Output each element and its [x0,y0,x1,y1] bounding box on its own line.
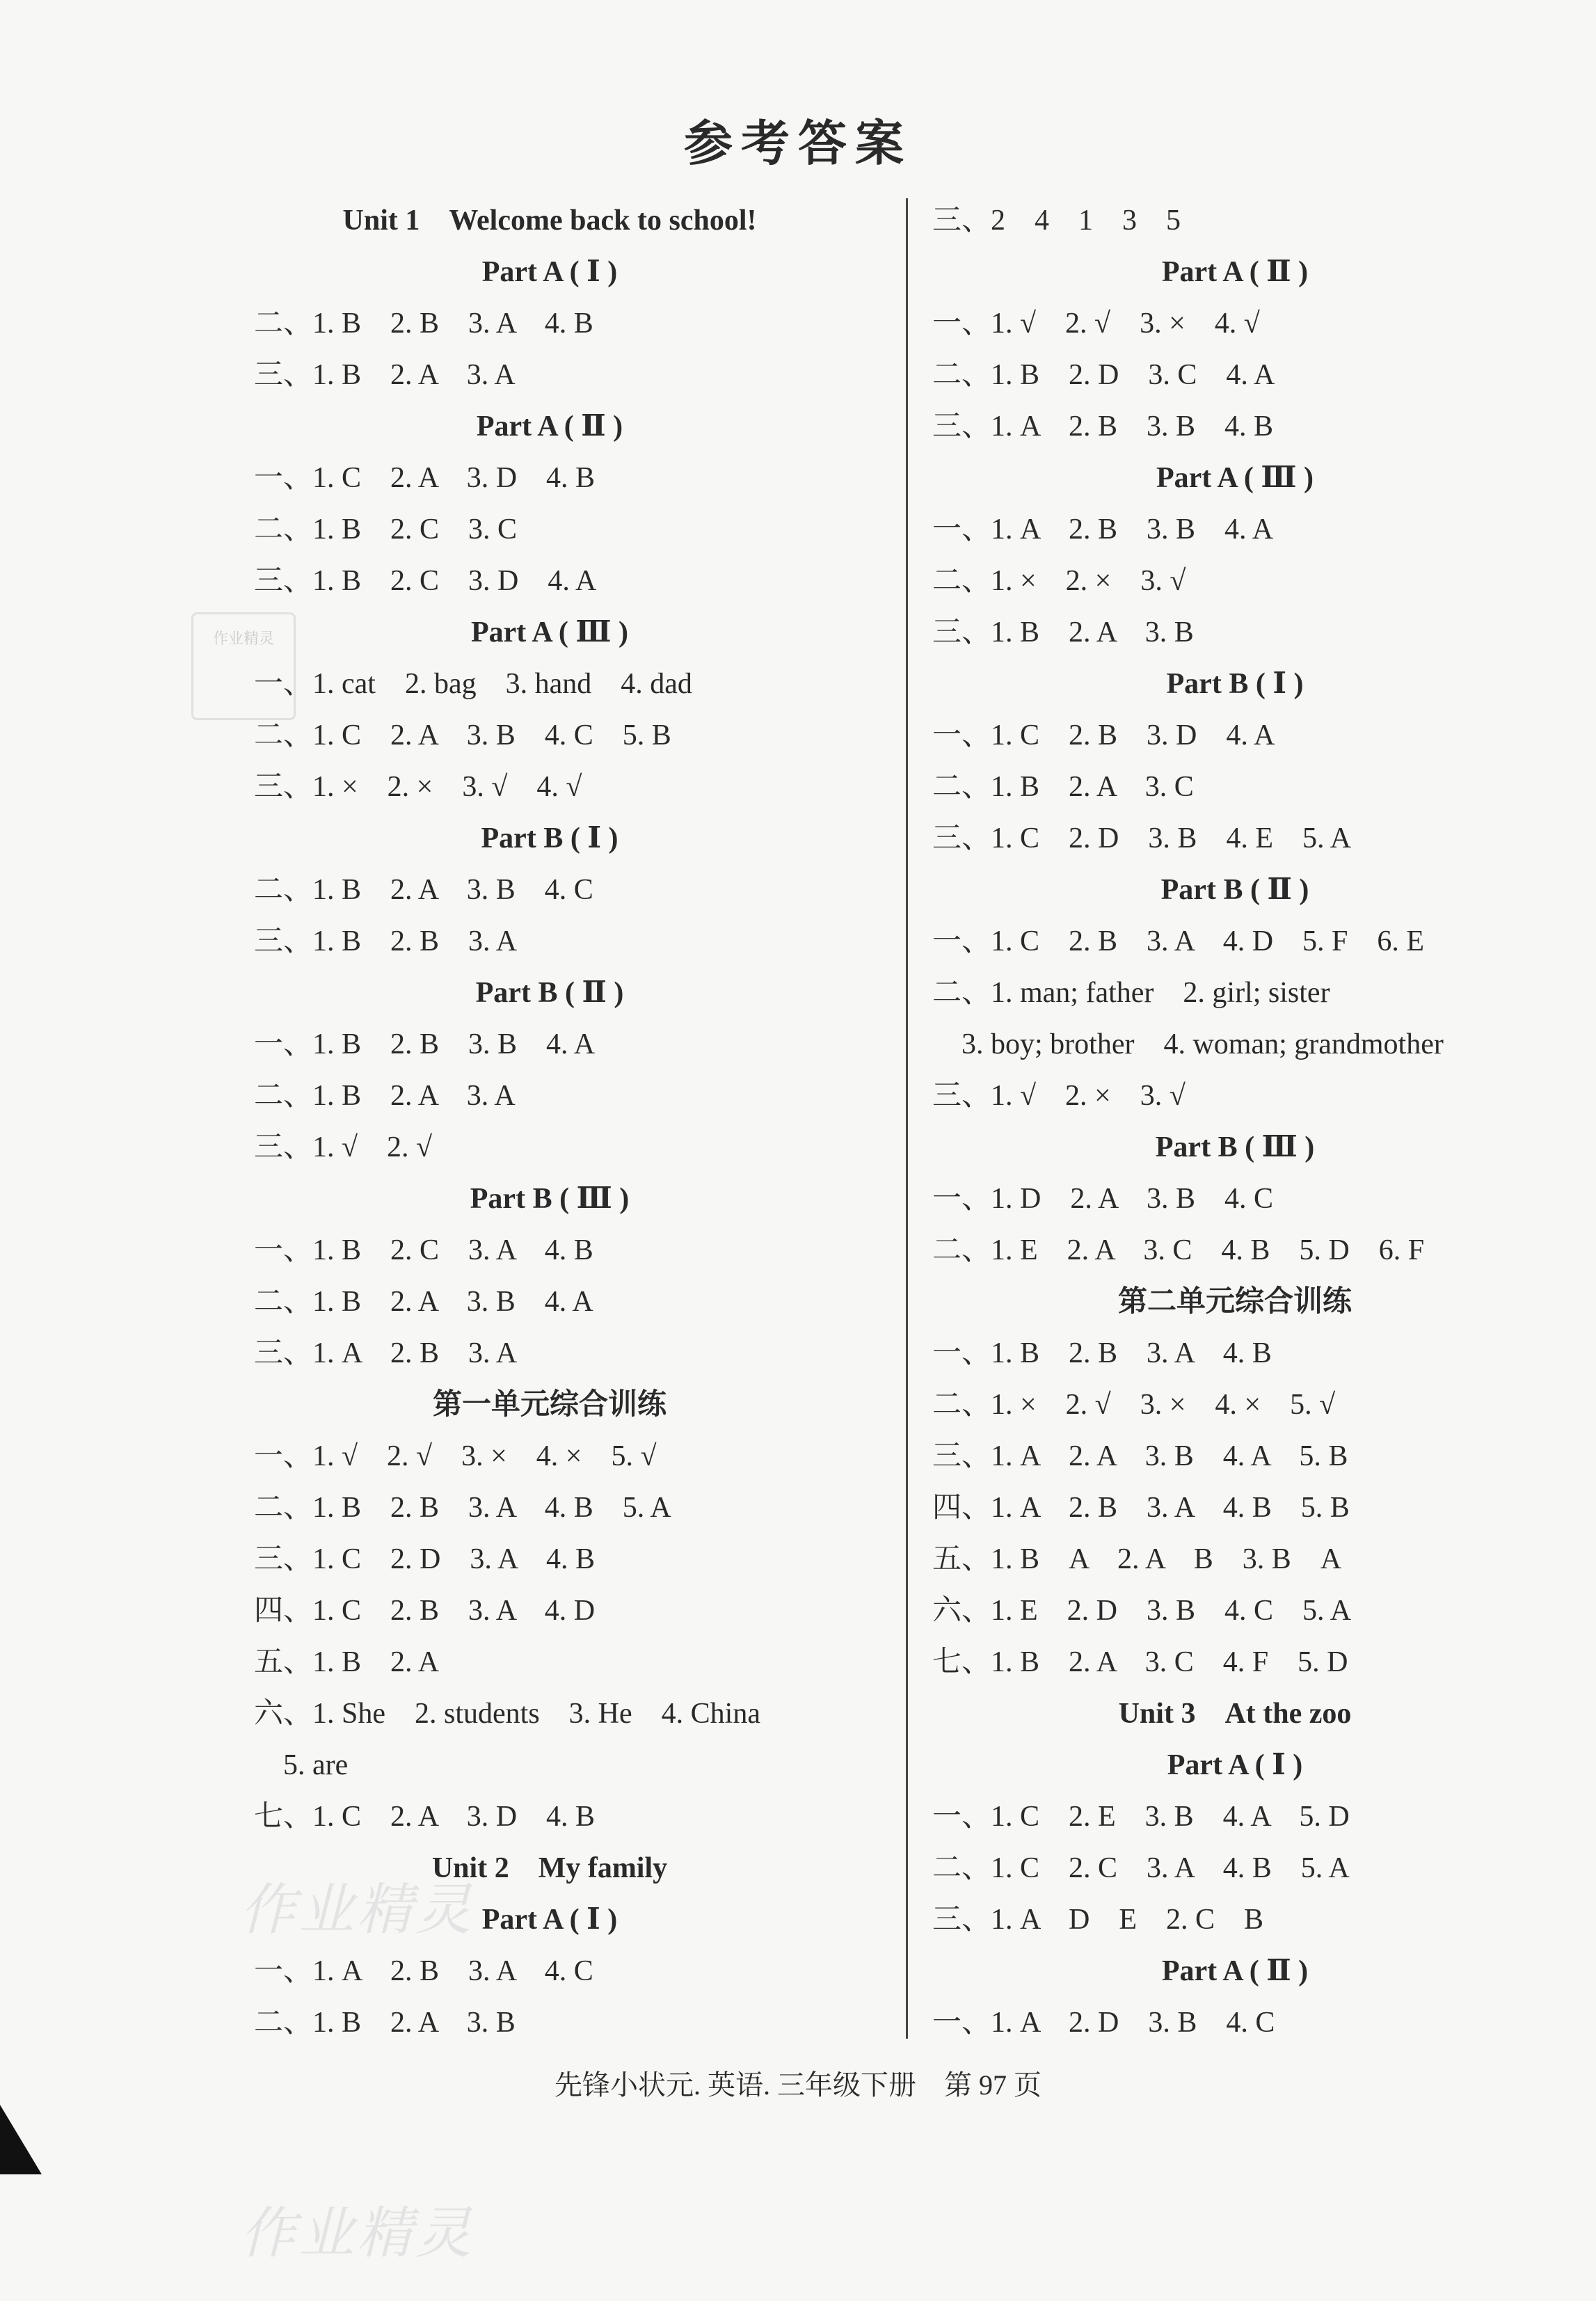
answer-line: 二、1. B 2. C 3. C [254,513,518,546]
answer-line: 二、1. B 2. D 3. C 4. A [932,359,1275,391]
answer-line: 七、1. C 2. A 3. D 4. B [254,1801,596,1833]
answer-line: 一、1. C 2. A 3. D 4. B [254,462,596,494]
answer-line: 一、1. A 2. B 3. B 4. A [932,513,1274,546]
answer-line: 一、1. cat 2. bag 3. hand 4. dad [254,668,692,700]
section-heading: Unit 1 Welcome back to school! [342,205,757,237]
section-heading: Part A ( Ⅲ ) [1156,462,1314,494]
section-heading: Part A ( Ⅱ ) [1161,256,1309,288]
answer-line: 一、1. A 2. D 3. B 4. C [932,2007,1275,2039]
answer-line: 三、1. √ 2. √ [254,1131,433,1163]
section-heading: Part A ( Ⅱ ) [1161,1955,1309,1987]
answer-line: 三、1. × 2. × 3. √ 4. √ [254,771,582,803]
answer-line: 二、1. B 2. A 3. B [254,2007,516,2039]
answer-line: 一、1. √ 2. √ 3. × 4. × 5. √ [254,1440,657,1472]
answer-line: 二、1. B 2. A 3. B 4. C [254,874,593,906]
section-heading: Part A ( Ⅰ ) [481,256,618,288]
answer-line: 一、1. √ 2. √ 3. × 4. √ [932,308,1260,340]
answer-line: 5. are [254,1749,349,1781]
watermark-stamp-logo: 作业精灵 [191,612,296,720]
answer-line: 二、1. B 2. B 3. A 4. B [254,308,593,340]
answer-line: 五、1. B 2. A [254,1646,440,1678]
answer-line: 二、1. E 2. A 3. C 4. B 5. D 6. F [932,1234,1425,1266]
answer-line: 二、1. C 2. A 3. B 4. C 5. B [254,719,671,751]
corner-mark [0,2105,42,2174]
section-heading: 第一单元综合训练 [432,1389,667,1421]
answer-line: 三、1. B 2. A 3. A [254,359,516,391]
answer-line: 三、1. B 2. B 3. A [254,925,518,957]
answer-line: 二、1. B 2. A 3. A [254,1080,516,1112]
section-heading: Part B ( Ⅱ ) [475,977,624,1009]
section-heading: Part B ( Ⅲ ) [1155,1131,1315,1163]
answer-line: 三、2 4 1 3 5 [932,205,1181,237]
answer-line: 一、1. B 2. B 3. B 4. A [254,1028,596,1060]
answer-line: 3. boy; brother 4. woman; grandmother [932,1028,1444,1060]
watermark-logo: 作业精灵 [240,2201,474,2266]
section-heading: Part B ( Ⅲ ) [470,1183,630,1215]
answer-line: 一、1. B 2. B 3. A 4. B [932,1337,1272,1369]
answer-line: 三、1. B 2. C 3. D 4. A [254,565,597,597]
answer-line: 一、1. C 2. E 3. B 4. A 5. D [932,1801,1350,1833]
answer-line: 三、1. A 2. A 3. B 4. A 5. B [932,1440,1348,1472]
answer-line: 三、1. A D E 2. C B [932,1904,1264,1936]
answer-line: 五、1. B A 2. A B 3. B A [932,1543,1342,1575]
answer-line: 三、1. A 2. B 3. A [254,1337,518,1369]
answer-line: 三、1. B 2. A 3. B [932,616,1194,648]
section-heading: Unit 2 My family [431,1852,668,1884]
watermark-logo: 作业精灵 [240,1877,474,1942]
section-heading: Unit 3 At the zoo [1118,1698,1352,1730]
answer-line: 一、1. D 2. A 3. B 4. C [932,1183,1274,1215]
answer-line: 二、1. × 2. √ 3. × 4. × 5. √ [932,1389,1336,1421]
section-heading: 第二单元综合训练 [1117,1286,1352,1318]
section-heading: Part B ( Ⅱ ) [1160,874,1309,906]
column-divider [906,198,908,2039]
answer-line: 二、1. B 2. B 3. A 4. B 5. A [254,1492,671,1524]
answer-line: 四、1. C 2. B 3. A 4. D [254,1595,596,1627]
answer-line: 六、1. E 2. D 3. B 4. C 5. A [932,1595,1352,1627]
section-heading: Part A ( Ⅰ ) [1167,1749,1303,1781]
answer-line: 二、1. B 2. A 3. C [932,771,1194,803]
answer-line: 六、1. She 2. students 3. He 4. China [254,1698,760,1730]
answer-line: 二、1. man; father 2. girl; sister [932,977,1330,1009]
answer-line: 二、1. × 2. × 3. √ [932,565,1186,597]
answer-line: 三、1. A 2. B 3. B 4. B [932,411,1274,443]
answer-line: 三、1. C 2. D 3. A 4. B [254,1543,596,1575]
answer-line: 一、1. A 2. B 3. A 4. C [254,1955,593,1987]
section-heading: Part A ( Ⅱ ) [476,411,623,443]
section-heading: Part A ( Ⅰ ) [481,1904,618,1936]
answer-line: 四、1. A 2. B 3. A 4. B 5. B [932,1492,1350,1524]
answer-line: 一、1. C 2. B 3. D 4. A [932,719,1275,751]
page-footer: 先锋小状元. 英语. 三年级下册 第 97 页 [554,2069,1042,2101]
section-heading: Part B ( Ⅰ ) [481,822,619,854]
answer-line: 二、1. B 2. A 3. B 4. A [254,1286,593,1318]
answer-line: 二、1. C 2. C 3. A 4. B 5. A [932,1852,1350,1884]
answer-line: 一、1. C 2. B 3. A 4. D 5. F 6. E [932,925,1425,957]
answer-column-right [932,195,1538,2048]
answer-column-left [254,195,845,2048]
answer-line: 三、1. C 2. D 3. B 4. E 5. A [932,822,1352,854]
section-heading: Part A ( Ⅲ ) [470,616,629,648]
answer-line: 一、1. B 2. C 3. A 4. B [254,1234,593,1266]
section-heading: Part B ( Ⅰ ) [1166,668,1304,700]
page-title: 参考答案 [684,114,912,172]
answer-line: 三、1. √ 2. × 3. √ [932,1080,1186,1112]
answer-line: 七、1. B 2. A 3. C 4. F 5. D [932,1646,1348,1678]
